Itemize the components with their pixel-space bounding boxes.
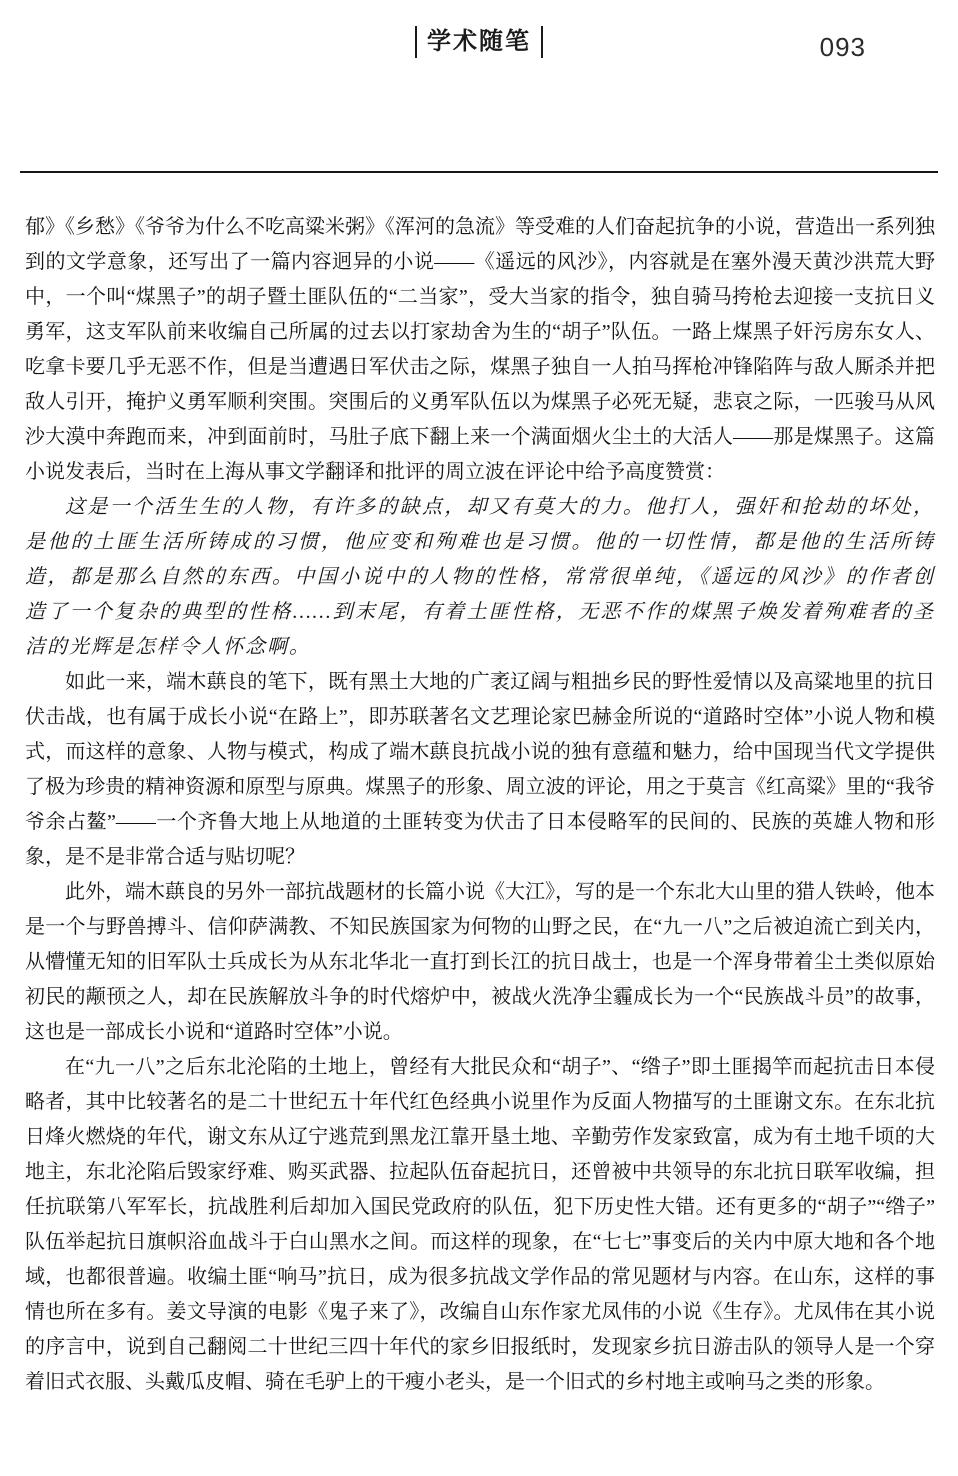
section-title-wrap — [0, 26, 958, 58]
article-body — [0, 172, 958, 1400]
paragraph-continuation: 郁》《乡愁》《爷爷为什么不吃高粱米粥》《浑河的急流》等受难的人们奋起抗争的小说，营造出一系列独到的文学意象，还写出了一篇内容迥异的小说——《遥远的风沙》，内容就是在塞外漫天黄沙洪荒大野中，一个叫“煤黑子”的胡子暨土匪队伍的“二当家”，受大当家的指令，独自骑马挎枪去迎接一支抗日义勇军，这支军队前来收编自己所属的过去以打家劫舍为生的“胡子”队伍。一路上煤黑子奸污房东女人、吃拿卡要几乎无恶不作，但是当遭遇日军伏击之际，煤黑子独自一人拍马挥枪冲锋陷阵与敌人厮杀并把敌人引开，掩护义勇军顺利突围。突围后的义勇军队伍以为煤黑子必死无疑，悲哀之际，一匹骏马从风沙大漠中奔跑而来，冲到面前时，马肚子底下翻上来一个满面烟火尘土的大活人——那是煤黑子。这篇小说发表后，当时在上海从事文学翻译和批评的周立波在评论中给予高度赞赏： — [25, 216, 935, 483]
paragraph: 此外，端木蕻良的另外一部抗战题材的长篇小说《大江》，写的是一个东北大山里的猎人铁岭，他本是一个与野兽搏斗、信仰萨满教、不知民族国家为何物的山野之民，在“九一八”之后被迫流亡到关内，从懵懂无知的旧军队士兵成长为从东北华北一直打到长江的抗日战士，也是一个浑身带着尘土类似原始初民的颟顸之人，却在民族解放斗争的时代熔炉中，被战火洗净尘霾成长为一个“民族战斗员”的故事，这也是一部成长小说和“道路时空体”小说。 — [25, 881, 935, 1043]
page-number: 093 — [819, 32, 866, 62]
section-title: 学术随笔 — [415, 26, 543, 58]
block-quote: 这是一个活生生的人物，有许多的缺点，却又有莫大的力。他打人，强奸和抢劫的坏处，是他的土匪生活所铸成的习惯，他应变和殉难也是习惯。他的一切性情，都是他的生活所铸造，都是那么自然的东西。中国小说中的人物的性格，常常很单纯，《遥远的风沙》的作者创造了一个复杂的典型的性格……到末尾，有着土匪性格，无恶不作的煤黑子焕发着殉难者的圣洁的光辉是怎样令人怀念啊。 — [25, 496, 935, 658]
paragraph: 在“九一八”之后东北沦陷的土地上，曾经有大批民众和“胡子”、“绺子”即土匪揭竿而起抗击日本侵略者，其中比较著名的是二十世纪五十年代红色经典小说里作为反面人物描写的土匪谢文东。在东北抗日烽火燃烧的年代，谢文东从辽宁逃荒到黑龙江靠开垦土地、辛勤劳作发家致富，成为有土地千顷的大地主，东北沦陷后毁家纾难、购买武器、拉起队伍奋起抗日，还曾被中共领导的东北抗日联军收编，担任抗联第八军军长，抗战胜利后却加入国民党政府的队伍，犯下历史性大错。还有更多的“胡子”“绺子”队伍举起抗日旗帜浴血战斗于白山黑水之间。而这样的现象，在“七七”事变后的关内中原大地和各个地域，也都很普遍。收编土匪“响马”抗日，成为很多抗战文学作品的常见题材与内容。在山东，这样的事情也所在多有。姜文导演的电影《鬼子来了》，改编自山东作家尤凤伟的小说《生存》。尤凤伟在其小说的序言中，说到自己翻阅二十世纪三四十年代的家乡旧报纸时，发现家乡抗日游击队的领导人是一个穿着旧式衣服、头戴瓜皮帽、骑在毛驴上的干瘦小老头，是一个旧式的乡村地主或响马之类的形象。 — [25, 1056, 935, 1393]
paragraph: 如此一来，端木蕻良的笔下，既有黑土大地的广袤辽阔与粗拙乡民的野性爱情以及高粱地里的抗日伏击战，也有属于成长小说“在路上”，即苏联著名文艺理论家巴赫金所说的“道路时空体”小说人物和模式，而这样的意象、人物与模式，构成了端木蕻良抗战小说的独有意蕴和魅力，给中国现当代文学提供了极为珍贵的精神资源和原型与原典。煤黑子的形象、周立波的评论，用之于莫言《红高粱》里的“我爷爷余占鳌”——一个齐鲁大地上从地道的土匪转变为伏击了日本侵略军的民间的、民族的英雄人物和形象，是不是非常合适与贴切呢？ — [25, 671, 935, 868]
running-head — [0, 0, 958, 172]
